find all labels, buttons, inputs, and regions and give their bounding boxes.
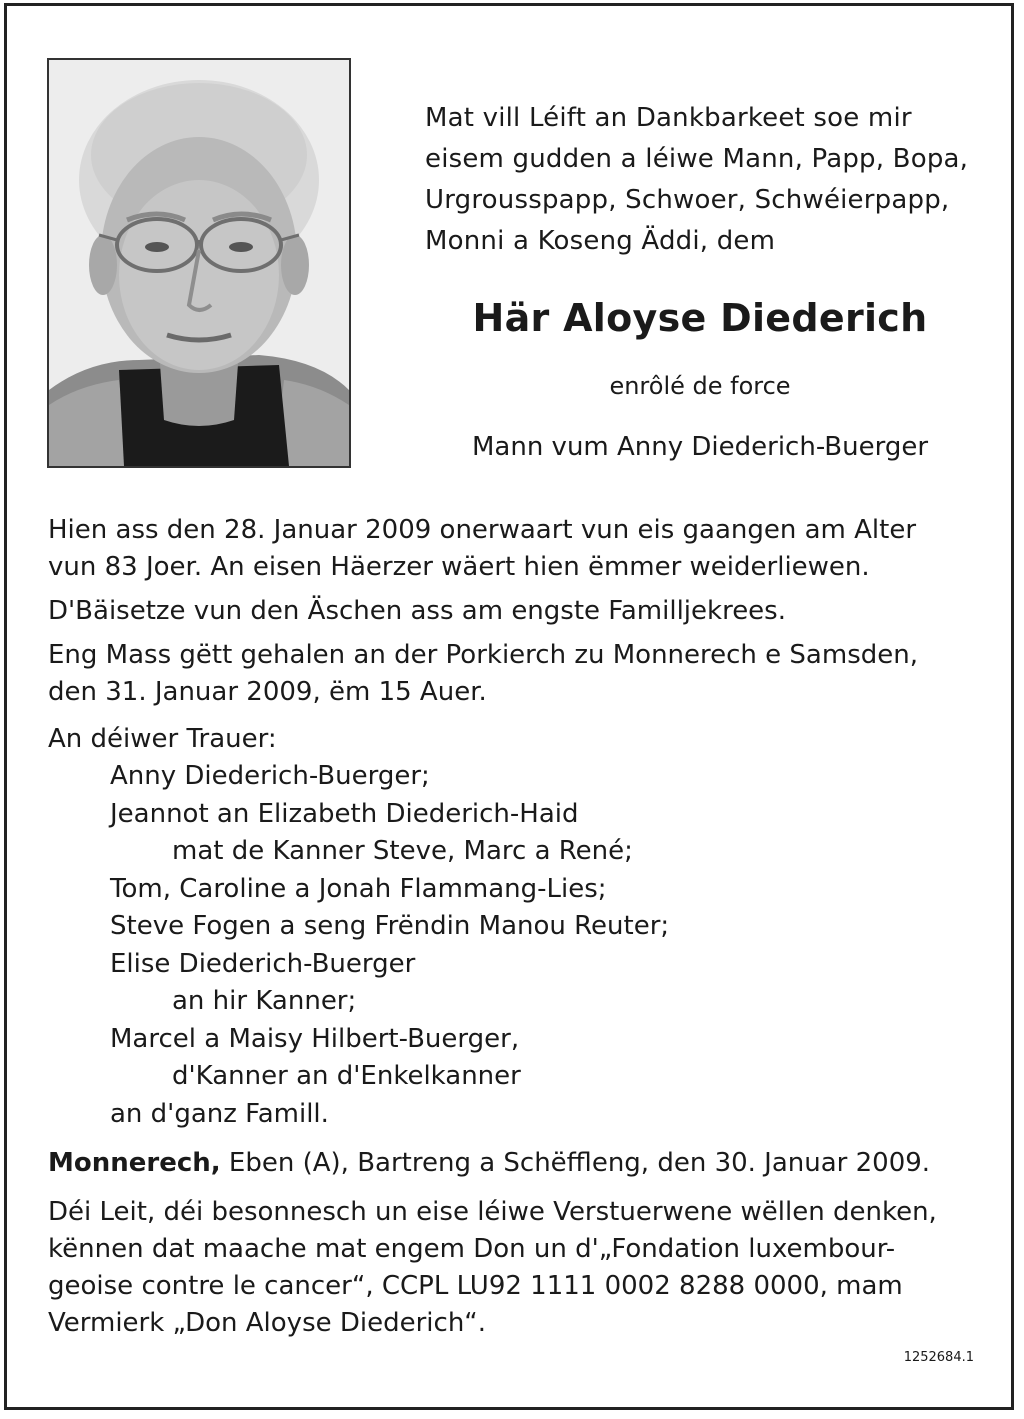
portrait-photo — [47, 58, 351, 468]
paragraph-line: Déi Leit, déi besonnesch un eise léiwe Verstuerwene wëllen denken, — [48, 1197, 937, 1227]
burial-paragraph: D'Bäisetze vun den Äschen ass am engste Familljekrees. — [48, 596, 786, 626]
paragraph-line: Eng Mass gëtt gehalen an der Porkierch zu Monnerech e Samsden, — [48, 640, 918, 670]
reference-number: 1252684.1 — [903, 1350, 974, 1365]
place-date-line — [48, 1145, 978, 1182]
mourner-entry: Elise Diederich-Buerger — [110, 948, 416, 979]
deceased-subtitle: enrôlé de force — [609, 372, 791, 400]
notice-body — [48, 512, 978, 1342]
donation-paragraph — [48, 1194, 978, 1342]
intro-line: Urgrousspapp, Schwoer, Schwéierpapp, — [425, 185, 950, 215]
mourner-entry: an hir Kanner; — [172, 986, 357, 1016]
mourner-entry: Tom, Caroline a Jonah Flammang-Lies; — [110, 873, 607, 904]
mourner-entry: d'Kanner an d'Enkelkanner — [172, 1061, 521, 1091]
deceased-name: Här Aloyse Diederich — [472, 296, 928, 340]
paragraph-line: Hien ass den 28. Januar 2009 onerwaart vun eis gaangen am Alter — [48, 515, 917, 545]
spouse-line: Mann vum Anny Diederich-Buerger — [471, 432, 929, 462]
paragraph-line: kënnen dat maache mat engem Don un d'„Fondation luxembour- — [48, 1234, 896, 1264]
mourners-list — [48, 758, 978, 1133]
paragraph-line: geoise contre le cancer“, CCPL LU92 1111 0002 8288 0000, mam — [48, 1271, 903, 1301]
paragraph-line: Vermierk „Don Aloyse Diederich“. — [48, 1308, 487, 1338]
place-date-rest: Eben (A), Bartreng a Schëffleng, den 30. Januar 2009. — [220, 1148, 931, 1178]
mass-paragraph — [48, 637, 978, 711]
intro-line: Monni a Koseng Äddi, dem — [425, 226, 776, 256]
paragraph-line: den 31. Januar 2009, ëm 15 Auer. — [48, 677, 487, 707]
place-name: Monnerech, — [48, 1148, 221, 1178]
death-paragraph — [48, 512, 978, 586]
intro-line: Mat vill Léift an Dankbarkeet soe mir — [425, 103, 912, 133]
mourner-entry: mat de Kanner Steve, Marc a René; — [172, 836, 633, 866]
mourner-entry: Jeannot an Elizabeth Diederich-Haid — [110, 798, 579, 829]
mourner-entry: Steve Fogen a seng Frëndin Manou Reuter; — [110, 911, 670, 941]
intro-line: eisem gudden a léiwe Mann, Papp, Bopa, — [425, 144, 969, 174]
intro-text — [425, 98, 985, 262]
paragraph-line: vun 83 Joer. An eisen Häerzer wäert hien ëmmer weiderliewen. — [48, 552, 870, 582]
mourner-entry: Marcel a Maisy Hilbert-Buerger, — [110, 1023, 520, 1054]
mourners-title: An déiwer Trauer: — [48, 724, 277, 754]
mourner-entry: an d'ganz Famill. — [110, 1098, 329, 1129]
mourner-entry: Anny Diederich-Buerger; — [110, 761, 430, 791]
